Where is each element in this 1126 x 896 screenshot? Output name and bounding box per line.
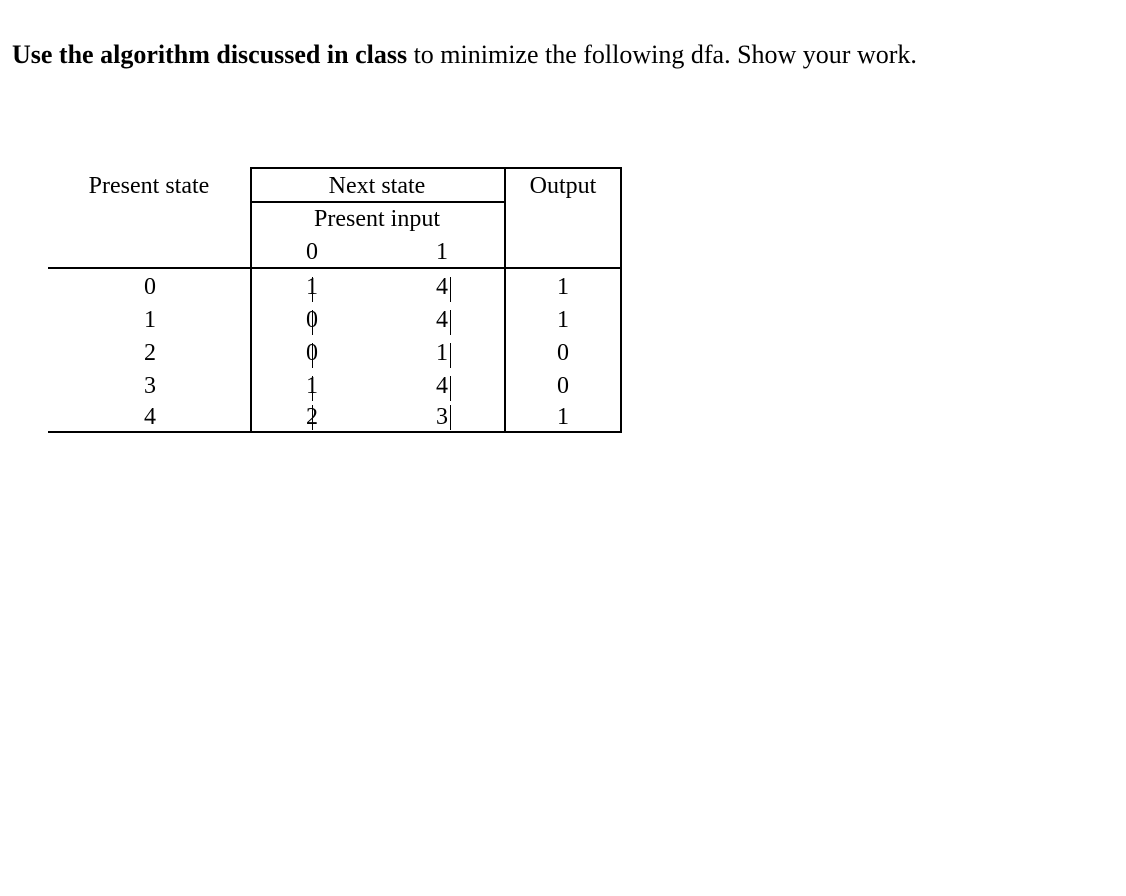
problem-instruction bbox=[12, 38, 917, 72]
row-4-state: 4 bbox=[144, 404, 156, 430]
row-1-next-1: 4 bbox=[436, 307, 448, 333]
header-input-0: 0 bbox=[306, 239, 318, 265]
row-3-state: 3 bbox=[144, 373, 156, 399]
header-bottom-rule bbox=[48, 267, 622, 269]
row-3-next-1: 4 bbox=[436, 373, 448, 399]
row-3-output: 0 bbox=[557, 373, 569, 399]
row-2-next-0: 0 bbox=[306, 340, 318, 366]
row-2-output: 0 bbox=[557, 340, 569, 366]
header-present-input: Present input bbox=[314, 206, 440, 232]
header-output: Output bbox=[529, 173, 597, 199]
row-3-next-0: 1 bbox=[306, 373, 318, 399]
table-bottom-rule bbox=[48, 431, 622, 433]
row-2-state: 2 bbox=[144, 340, 156, 366]
instruction-rest: to minimize the following dfa. Show your work. bbox=[407, 40, 917, 69]
next-state-divider bbox=[250, 201, 504, 203]
header-next-state: Next state bbox=[328, 173, 426, 199]
row-0-next-0: 1 bbox=[306, 274, 318, 300]
row-1-output: 1 bbox=[557, 307, 569, 333]
state-transition-table bbox=[48, 167, 622, 433]
table-top-border bbox=[250, 167, 622, 169]
row-4-output: 1 bbox=[557, 404, 569, 430]
output-left-border bbox=[504, 167, 506, 433]
row-0-state: 0 bbox=[144, 274, 156, 300]
row-4-next-1: 3 bbox=[436, 404, 448, 430]
row-4-next-0: 2 bbox=[306, 404, 318, 430]
row-0-next-1: 4 bbox=[436, 274, 448, 300]
header-present-state: Present state bbox=[88, 173, 210, 199]
row-1-next-0: 0 bbox=[306, 307, 318, 333]
row-2-next-1: 1 bbox=[436, 340, 448, 366]
instruction-emphasis: Use the algorithm discussed in class bbox=[12, 40, 408, 69]
row-0-output: 1 bbox=[557, 274, 569, 300]
header-input-1: 1 bbox=[436, 239, 448, 265]
table-right-border bbox=[620, 167, 622, 433]
row-1-state: 1 bbox=[144, 307, 156, 333]
